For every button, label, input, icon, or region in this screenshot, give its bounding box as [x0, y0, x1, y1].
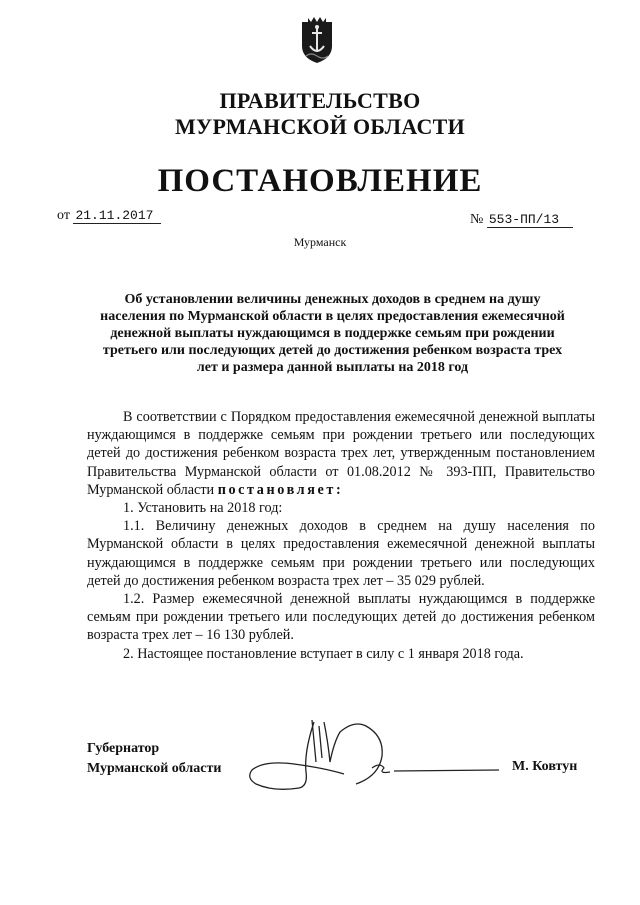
document-type: ПОСТАНОВЛЕНИЕ — [157, 163, 483, 199]
government-name-line2: МУРМАНСКОЙ ОБЛАСТИ — [174, 114, 466, 139]
document-body — [87, 408, 595, 663]
item-1: 1. Установить на 2018 год: — [123, 500, 283, 517]
government-name-line1: ПРАВИТЕЛЬСТВО — [219, 88, 421, 113]
document-date — [57, 208, 161, 224]
preamble-text: В соответствии с Порядком предоставления ежемесячной денежной выплаты нуждающимся в поддержке семьям при рождении третьего или последующих детей до достижения ребенком возраста трех лет, утвержденным постановлением Правительства Мурманской области от 01.08.2012 № 393-ПП, Правительство Мурманской области — [87, 409, 595, 498]
coat-of-arms-icon — [300, 16, 334, 64]
date-prefix: от — [57, 208, 70, 223]
document-title: Об установлении величины денежных доходов в среднем на душу населения по Мурманской области в целях предоставления ежемесячной денежной выплаты нуждающимся в поддержке семьям при рождении третьего или последующих детей до достижения ребенком возраста трех лет и размера данной выплаты на 2018 год — [100, 292, 565, 375]
signatory-name: М. Ковтун — [512, 759, 578, 774]
position-line1: Губернатор — [87, 741, 160, 756]
document-number — [470, 212, 573, 228]
number-prefix: № — [470, 212, 484, 227]
decree-word: постановляет: — [217, 481, 344, 498]
item-1-1: 1.1. Величину денежных доходов в среднем на душу населения по Мурманской области в целях предоставления ежемесячной денежной выплаты нуждающимся в поддержке семьям при рождении третьего или последующих детей до достижения ребенком возраста трех лет – 35 029 рублей. — [87, 518, 595, 589]
signatory-position — [87, 739, 221, 779]
city: Мурманск — [293, 235, 347, 249]
number-value: 553-ПП/13 — [487, 212, 573, 228]
item-1-2: 1.2. Размер ежемесячной денежной выплаты нуждающимся в поддержке семьям при рождении третьего или последующих детей до достижения ребенком возраста трех лет – 16 130 рублей. — [87, 591, 595, 644]
item-2: 2. Настоящее постановление вступает в силу с 1 января 2018 года. — [123, 645, 524, 662]
preamble-paragraph — [87, 408, 595, 499]
position-line2: Мурманской области — [87, 761, 222, 776]
date-value: 21.11.2017 — [73, 208, 161, 224]
handwritten-signature — [244, 712, 504, 792]
